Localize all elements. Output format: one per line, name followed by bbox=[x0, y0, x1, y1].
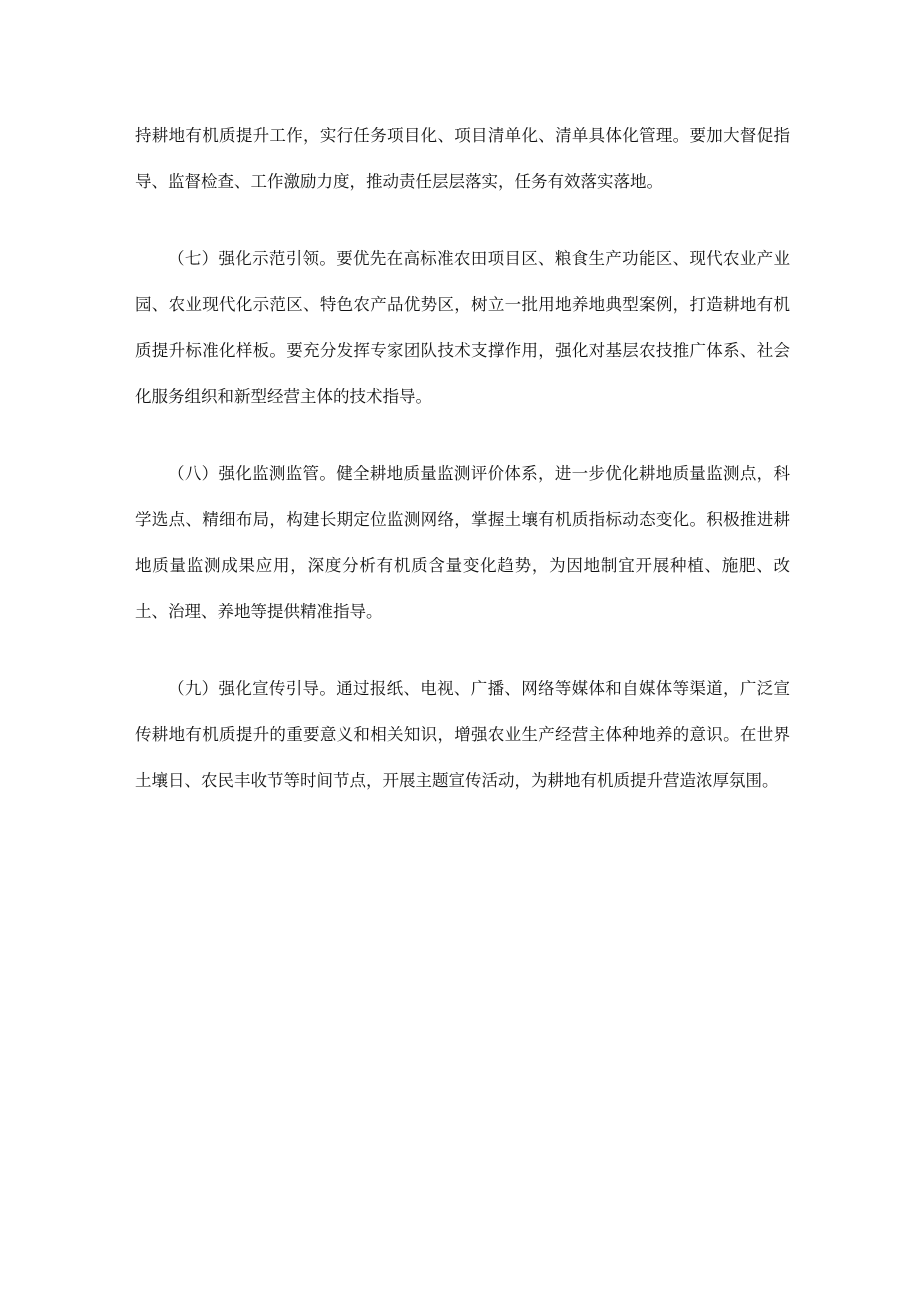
paragraph-item-7: （七）强化示范引领。要优先在高标准农田项目区、粮食生产功能区、现代农业产业园、农业现代化示范区、特色农产品优势区，树立一批用地养地典型案例，打造耕地有机质提升标准化样板。要充分发挥专家团队技术支撑作用，强化对基层农技推广体系、社会化服务组织和新型经营主体的技术指导。 bbox=[135, 249, 790, 406]
document-body bbox=[135, 113, 790, 835]
paragraph-item-8: （八）强化监测监管。健全耕地质量监测评价体系，进一步优化耕地质量监测点，科学选点、精细布局，构建长期定位监测网络，掌握土壤有机质指标动态变化。积极推进耕地质量监测成果应用，深度分析有机质含量变化趋势，为因地制宜开展种植、施肥、改土、治理、养地等提供精准指导。 bbox=[135, 464, 790, 621]
paragraph-continuation: 持耕地有机质提升工作，实行任务项目化、项目清单化、清单具体化管理。要加大督促指导、监督检查、工作激励力度，推动责任层层落实，任务有效落实落地。 bbox=[135, 126, 790, 191]
paragraph-item-9: （九）强化宣传引导。通过报纸、电视、广播、网络等媒体和自媒体等渠道，广泛宣传耕地有机质提升的重要意义和相关知识，增强农业生产经营主体种地养的意识。在世界土壤日、农民丰收节等时间节点，开展主题宣传活动，为耕地有机质提升营造浓厚氛围。 bbox=[135, 679, 790, 790]
